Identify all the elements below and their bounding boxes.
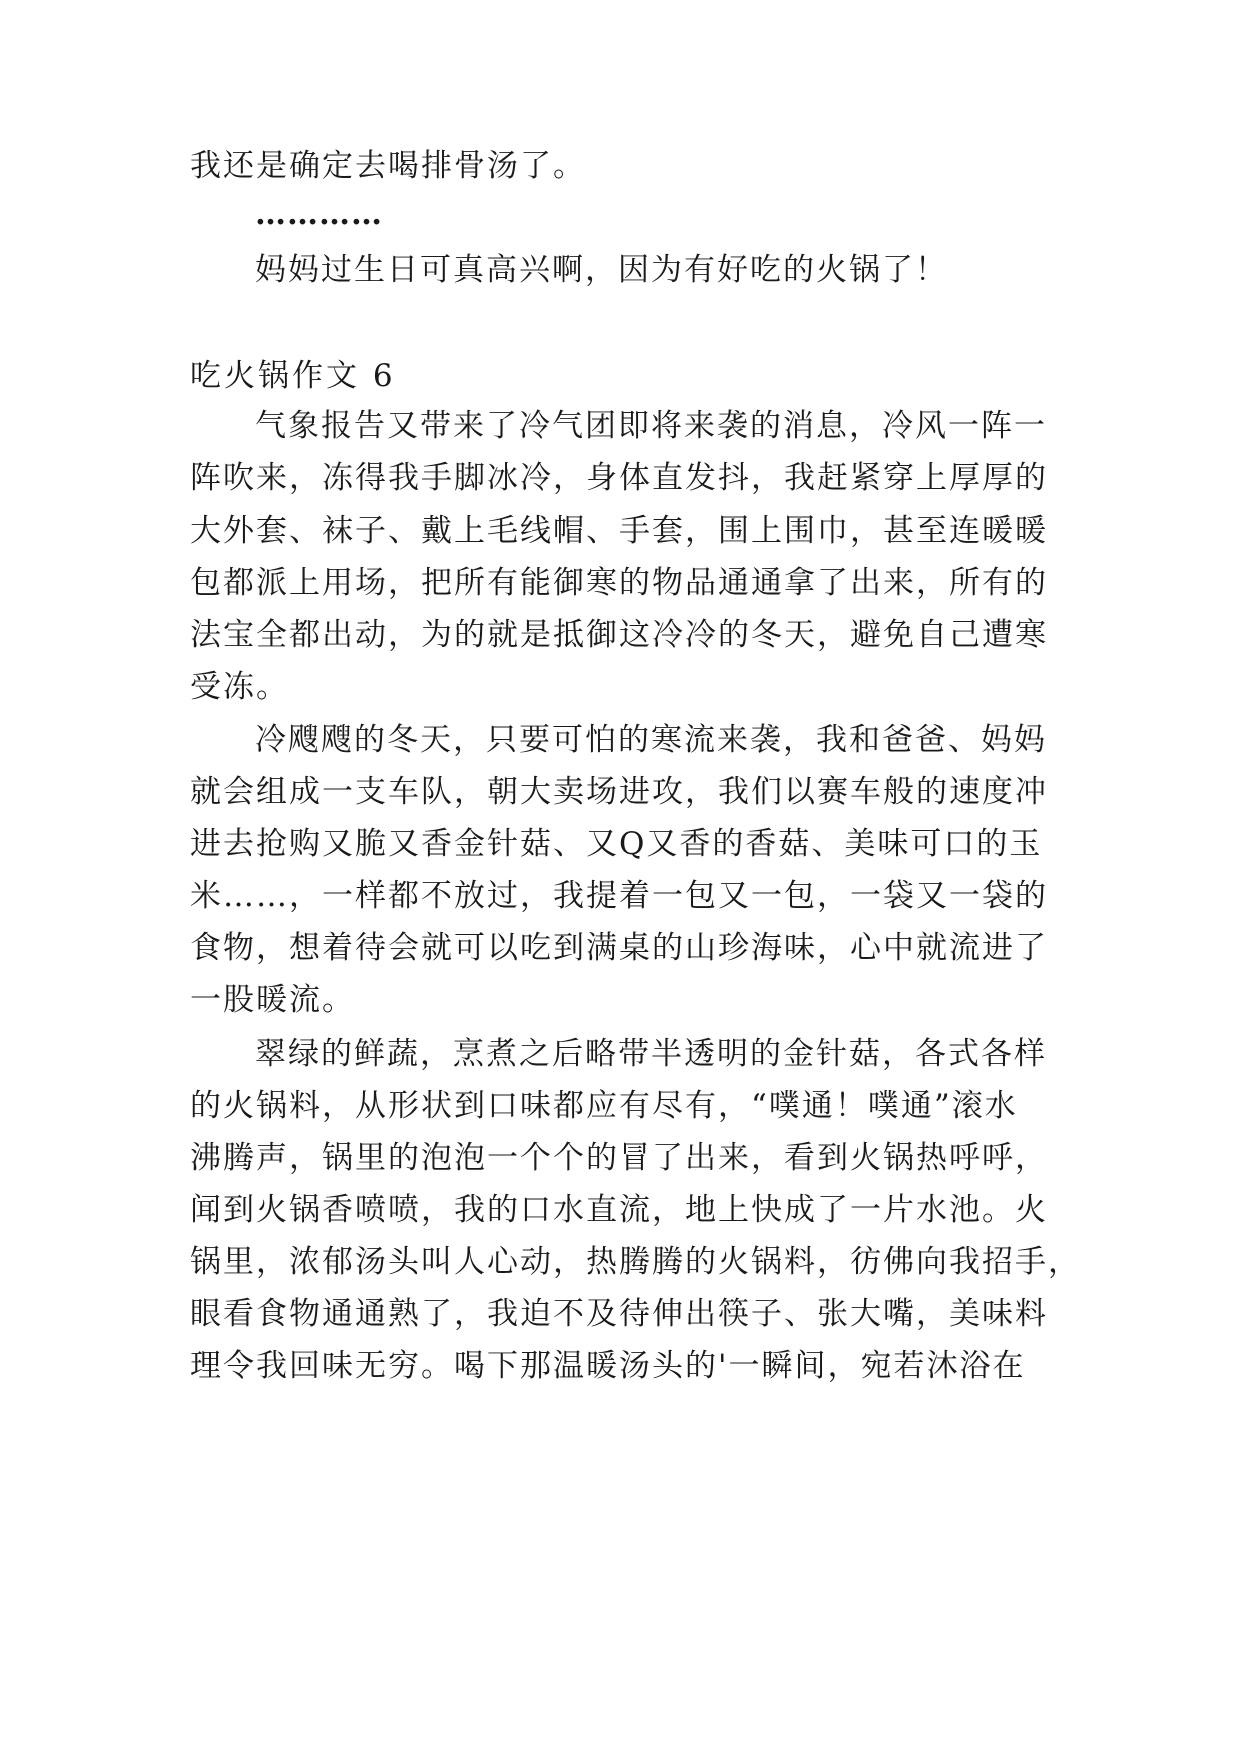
- text-line: 大外套、袜子、戴上毛线帽、手套，围上围巾，甚至连暖暖: [190, 513, 1048, 549]
- paragraph-first-line: 翠绿的鲜蔬，烹煮之后略带半透明的金针菇，各式各样: [255, 1036, 1047, 1072]
- text-line: 我还是确定去喝排骨汤了。: [190, 148, 586, 184]
- text-line: 法宝全都出动，为的就是抵御这冷冷的冬天，避免自己遭寒: [190, 617, 1048, 653]
- text-line: 的火锅料，从形状到口味都应有尽有，“噗通！噗通”滚水: [190, 1088, 1018, 1124]
- paragraph-first-line: 气象报告又带来了冷气团即将来袭的消息，冷风一阵一: [255, 408, 1047, 444]
- text-line: 受冻。: [190, 669, 289, 705]
- paragraph-first-line: 冷飕飕的冬天，只要可怕的寒流来袭，我和爸爸、妈妈: [255, 722, 1047, 758]
- section-heading: 吃火锅作文 6: [190, 358, 396, 394]
- text-line: 阵吹来，冻得我手脚冰冷，身体直发抖，我赶紧穿上厚厚的: [190, 460, 1048, 496]
- text-line: 沸腾声，锅里的泡泡一个个的冒了出来，看到火锅热呼呼，: [190, 1140, 1048, 1176]
- text-line: 进去抢购又脆又香金针菇、又Q又香的香菇、美味可口的玉: [190, 826, 1043, 862]
- text-line: 米……，一样都不放过，我提着一包又一包，一袋又一袋的: [190, 878, 1048, 914]
- text-line: 包都派上用场，把所有能御寒的物品通通拿了出来，所有的: [190, 565, 1048, 601]
- text-line: 锅里，浓郁汤头叫人心动，热腾腾的火锅料，彷佛向我招手，: [190, 1244, 1081, 1280]
- text-line: 妈妈过生日可真高兴啊，因为有好吃的火锅了！: [255, 252, 948, 288]
- ellipsis-line: …………: [255, 196, 383, 232]
- text-line: 闻到火锅香喷喷，我的口水直流，地上快成了一片水池。火: [190, 1192, 1048, 1228]
- text-line: 眼看食物通通熟了，我迫不及待伸出筷子、张大嘴，美味料: [190, 1296, 1048, 1332]
- text-line: 食物，想着待会就可以吃到满桌的山珍海味，心中就流进了: [190, 930, 1048, 966]
- text-line: 一股暖流。: [190, 982, 355, 1018]
- text-line: 就会组成一支车队，朝大卖场进攻，我们以赛车般的速度冲: [190, 774, 1048, 810]
- text-line: 理令我回味无穷。喝下那温暖汤头的'一瞬间，宛若沐浴在: [190, 1348, 1026, 1384]
